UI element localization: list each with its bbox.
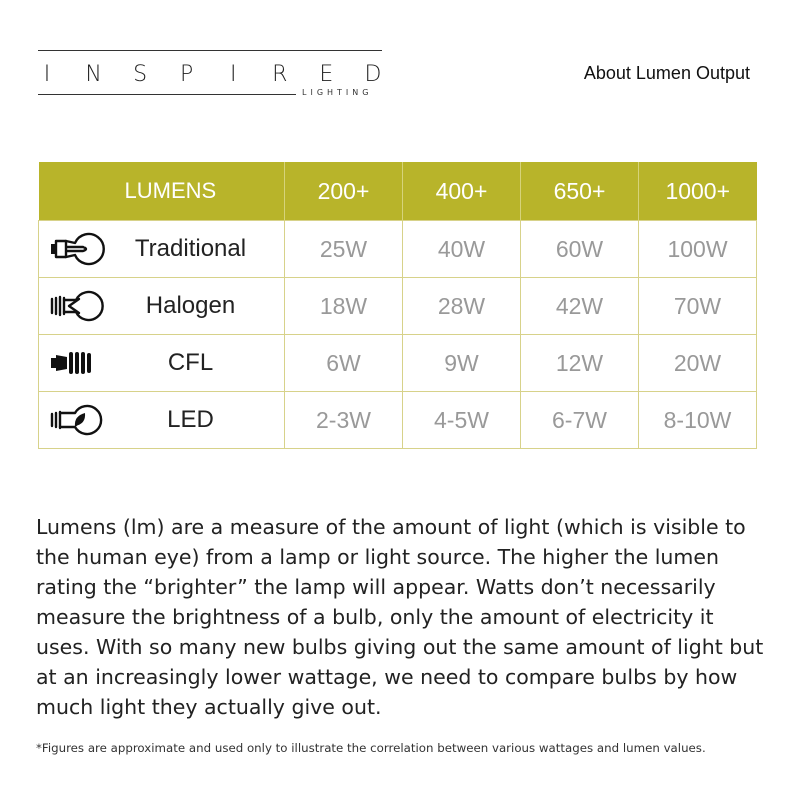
column-header: 400+ (403, 162, 521, 221)
wattage-cell: 28W (403, 278, 521, 335)
row-header (39, 221, 285, 278)
row-header (39, 392, 285, 449)
wattage-cell: 12W (521, 335, 639, 392)
brand-logo (38, 50, 382, 100)
logo-letter: E (319, 62, 334, 87)
wattage-cell: 100W (639, 221, 757, 278)
wattage-cell: 42W (521, 278, 639, 335)
row-header (39, 335, 285, 392)
wattage-cell: 40W (403, 221, 521, 278)
bulb-type-label: Traditional (134, 235, 247, 262)
logo-letter: P (180, 62, 194, 87)
table-header-row (39, 162, 757, 221)
table-row (39, 335, 757, 392)
led-bulb-icon (49, 400, 109, 440)
wattage-cell: 9W (403, 335, 521, 392)
lumens-header: LUMENS (39, 162, 285, 221)
wattage-cell: 25W (285, 221, 403, 278)
bulb-type-label: LED (167, 406, 214, 433)
column-header: 1000+ (639, 162, 757, 221)
logo-letter: I (43, 62, 51, 87)
wattage-cell: 18W (285, 278, 403, 335)
lumen-comparison-table (38, 162, 757, 449)
wattage-cell: 6-7W (521, 392, 639, 449)
logo-letter: S (133, 62, 148, 87)
footnote: *Figures are approximate and used only to illustrate the correlation between various wattages and lumen values. (36, 741, 706, 755)
wattage-cell: 2-3W (285, 392, 403, 449)
bulb-type-label: Halogen (145, 292, 236, 319)
incandescent-bulb-icon (49, 229, 109, 269)
wattage-cell: 8-10W (639, 392, 757, 449)
lumen-description: Lumens (lm) are a measure of the amount of light (which is visible to the human eye) from a lamp or light source. The higher the lumen rating the “brighter” the lamp will appear. Watts don’t necessarily measure the brightness of a bulb, only the amount of electricity it uses. With so many new bulbs giving out the same amount of light but at an increasingly lower wattage, we need to compare bulbs by how much light they actually give out. (36, 515, 764, 719)
table-row (39, 278, 757, 335)
logo-bottom-rule (38, 94, 296, 95)
logo-letter: I (230, 62, 237, 87)
table-row (39, 221, 757, 278)
cfl-bulb-icon (49, 343, 109, 383)
document-title: About Lumen Output (583, 63, 750, 83)
logo-subtitle: LIGHTING (302, 88, 373, 97)
bulb-type-label: CFL (167, 349, 214, 376)
logo-letter: D (364, 62, 382, 87)
logo-letter: R (272, 62, 288, 87)
wattage-cell: 4-5W (403, 392, 521, 449)
column-header: 650+ (521, 162, 639, 221)
row-header (39, 278, 285, 335)
logo-wordmark (38, 62, 382, 87)
wattage-cell: 60W (521, 221, 639, 278)
halogen-bulb-icon (49, 286, 109, 326)
table-row (39, 392, 757, 449)
column-header: 200+ (285, 162, 403, 221)
logo-letter: N (85, 62, 102, 87)
wattage-cell: 6W (285, 335, 403, 392)
logo-top-rule (38, 50, 382, 51)
wattage-cell: 20W (639, 335, 757, 392)
wattage-cell: 70W (639, 278, 757, 335)
